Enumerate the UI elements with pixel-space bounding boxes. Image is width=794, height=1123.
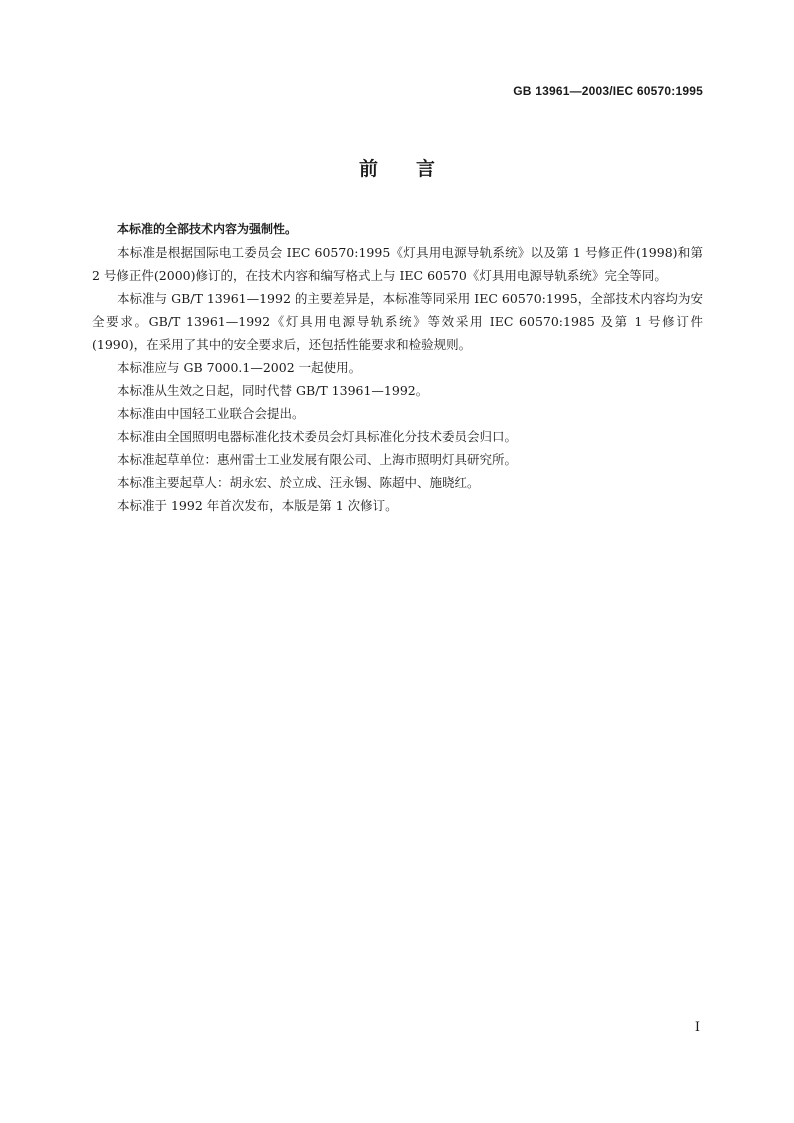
paragraph-basis: 本标准是根据国际电工委员会 IEC 60570:1995《灯具用电源导轨系统》以及第 1 号修正件(1998)和第 2 号修正件(2000)修订的，在技术内容和编写格式上与 IEC 60570《灯具用电源导轨系统》完全等同。 bbox=[92, 245, 703, 283]
paragraph-proposer: 本标准由中国轻工业联合会提出。 bbox=[117, 406, 305, 421]
paragraph-drafters: 本标准主要起草人：胡永宏、於立成、汪永锡、陈超中、施晓红。 bbox=[117, 475, 480, 490]
paragraph-mandatory: 本标准的全部技术内容为强制性。 bbox=[117, 222, 298, 236]
paragraph-replacement: 本标准从生效之日起，同时代替 GB/T 13961—1992。 bbox=[117, 383, 429, 398]
page-title: 前言 bbox=[358, 158, 473, 180]
foreword-body bbox=[92, 218, 703, 517]
paragraph-differences: 本标准与 GB/T 13961—1992 的主要差异是，本标准等同采用 IEC 60570:1995，全部技术内容均为安全要求。GB/T 13961—1992《灯具用电源导轨系统》等效采用 IEC 60570:1985 及第 1 号修订件(1990)，在采用了其中的安全要求后，还包括性能要求和检验规则。 bbox=[92, 291, 703, 352]
standard-code-header: GB 13961—2003/IEC 60570:1995 bbox=[513, 84, 703, 98]
page-number: I bbox=[694, 1020, 700, 1035]
paragraph-history: 本标准于 1992 年首次发布，本版是第 1 次修订。 bbox=[117, 498, 398, 513]
paragraph-usage: 本标准应与 GB 7000.1—2002 一起使用。 bbox=[117, 360, 362, 375]
paragraph-drafting-units: 本标准起草单位：惠州雷士工业发展有限公司、上海市照明灯具研究所。 bbox=[117, 452, 518, 467]
paragraph-committee: 本标准由全国照明电器标准化技术委员会灯具标准化分技术委员会归口。 bbox=[117, 429, 518, 444]
